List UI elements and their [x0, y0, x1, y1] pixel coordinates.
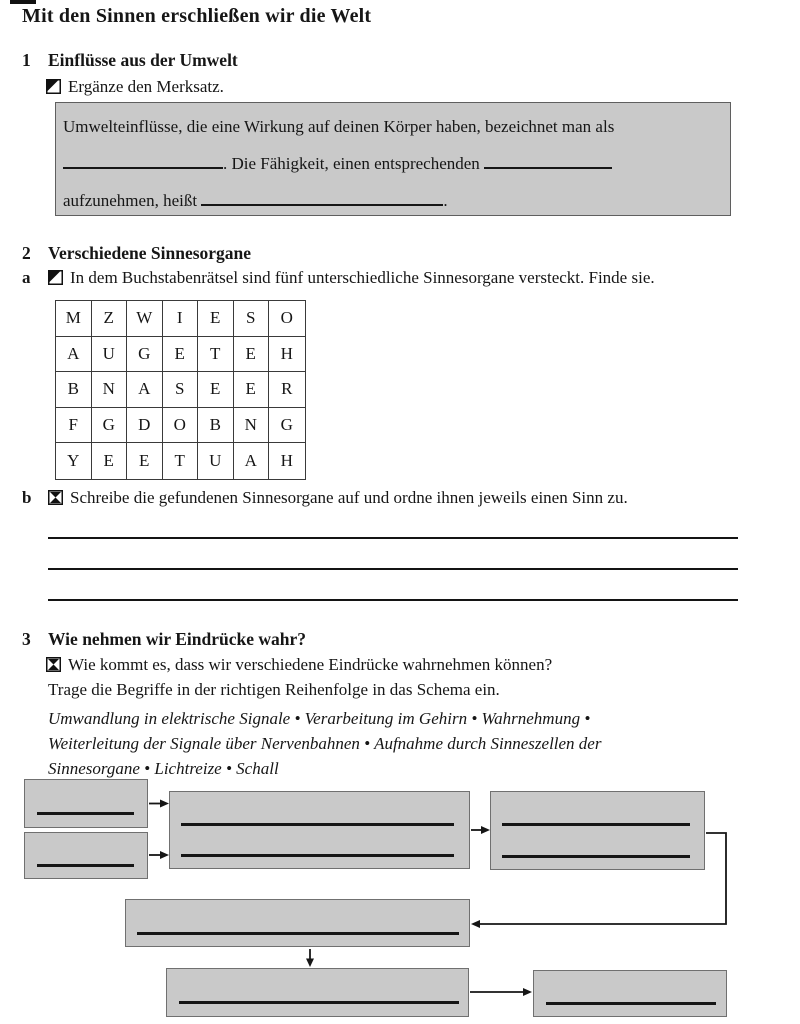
grid-cell: A: [127, 372, 163, 408]
section-1-instruction: Ergänze den Merksatz.: [68, 77, 224, 96]
section-1-instruction-row: [46, 77, 224, 99]
task-2b-instruction: Schreibe die gefundenen Sinnesorgane auf und ordne ihnen jeweils einen Sinn zu.: [70, 488, 628, 507]
grid-cell: S: [163, 372, 199, 408]
flow-box-stimulus-2: [24, 832, 148, 879]
grid-cell: N: [234, 408, 270, 444]
grid-cell: T: [198, 337, 234, 373]
grid-cell: D: [127, 408, 163, 444]
flow-box-stimulus-1: [24, 779, 148, 828]
terms-line: Umwandlung in elektrische Signale • Verarbeitung im Gehirn • Wahrnehmung •: [48, 709, 591, 728]
letter-grid: [55, 300, 306, 480]
section-2-header: [22, 243, 251, 264]
answer-blank: [502, 855, 690, 858]
terms-line: Weiterleitung der Signale über Nervenbahnen • Aufnahme durch Sinneszellen der: [48, 734, 602, 753]
fill-blank-2: [484, 154, 612, 169]
answer-line-2: [48, 568, 738, 570]
merksatz-line-2: . Die Fähigkeit, einen entsprechenden: [63, 145, 723, 182]
section-3-instruction: Trage die Begriffe in der richtigen Reihenfolge in das Schema ein.: [48, 680, 500, 699]
grid-cell: E: [92, 443, 128, 479]
hourglass-square-icon: [46, 657, 61, 676]
answer-blank: [137, 932, 459, 935]
grid-cell: H: [269, 337, 305, 373]
page-title: Mit den Sinnen erschließen wir die Welt: [22, 5, 372, 27]
answer-blank: [546, 1002, 716, 1005]
grid-cell: Z: [92, 301, 128, 337]
grid-cell: Y: [56, 443, 92, 479]
flow-box-4: [490, 791, 705, 870]
section-2-title: Verschiedene Sinnesorgane: [48, 243, 252, 263]
grid-cell: M: [56, 301, 92, 337]
flow-diagram: [0, 770, 800, 1024]
grid-cell: O: [269, 301, 305, 337]
grid-cell: O: [163, 408, 199, 444]
hourglass-square-icon: [48, 490, 63, 509]
answer-blank: [181, 823, 454, 826]
grid-cell: T: [163, 443, 199, 479]
answer-blank: [502, 823, 690, 826]
merksatz-box: [55, 102, 731, 216]
section-2-number: 2: [22, 243, 31, 263]
fill-blank-1: [63, 154, 223, 169]
task-2a-label: a: [22, 268, 31, 287]
grid-cell: U: [198, 443, 234, 479]
pencil-square-icon: [48, 270, 63, 289]
answer-blank: [179, 1001, 459, 1004]
answer-blank: [37, 864, 134, 867]
grid-cell: A: [234, 443, 270, 479]
grid-cell: G: [127, 337, 163, 373]
terms-line: Sinnesorgane • Lichtreize • Schall: [48, 759, 279, 778]
task-2a-instruction: In dem Buchstabenrätsel sind fünf unterschiedliche Sinnesorgane versteckt. Finde sie.: [70, 268, 655, 287]
answer-line-3: [48, 599, 738, 601]
grid-cell: E: [234, 337, 270, 373]
section-1-number: 1: [22, 50, 31, 70]
arrowhead: [523, 988, 532, 996]
grid-cell: E: [198, 372, 234, 408]
pencil-square-icon: [46, 79, 61, 98]
arrowhead: [471, 920, 480, 928]
grid-cell: W: [127, 301, 163, 337]
grid-cell: R: [269, 372, 305, 408]
section-3-question-row: [46, 655, 552, 677]
grid-cell: E: [234, 372, 270, 408]
grid-cell: E: [198, 301, 234, 337]
fill-blank-3: [201, 191, 443, 206]
grid-cell: U: [92, 337, 128, 373]
section-3-number: 3: [22, 629, 31, 649]
section-3-title: Wie nehmen wir Eindrücke wahr?: [48, 629, 306, 649]
arrowhead: [306, 959, 314, 968]
section-3-header: [22, 629, 306, 650]
grid-cell: B: [198, 408, 234, 444]
grid-cell: G: [269, 408, 305, 444]
flow-box-3: [169, 791, 470, 869]
flow-box-5: [125, 899, 470, 947]
grid-cell: E: [163, 337, 199, 373]
task-2b-label: b: [22, 488, 32, 507]
answer-blank: [181, 854, 454, 857]
grid-cell: G: [92, 408, 128, 444]
grid-cell: F: [56, 408, 92, 444]
grid-cell: I: [163, 301, 199, 337]
merksatz-line-1: Umwelteinflüsse, die eine Wirkung auf deinen Körper haben, bezeichnet man als: [63, 117, 615, 136]
grid-cell: H: [280, 451, 293, 471]
task-2b-row: [22, 488, 628, 510]
arrowhead: [160, 851, 169, 859]
grid-cell: N: [92, 372, 128, 408]
flow-box-6: [166, 968, 469, 1017]
grid-cell: B: [56, 372, 92, 408]
section-1-header: [22, 50, 238, 71]
arrowhead: [481, 826, 490, 834]
merksatz-line-3: aufzunehmen, heißt .: [63, 191, 448, 210]
section-1-title: Einflüsse aus der Umwelt: [48, 50, 238, 70]
arrowhead: [160, 800, 169, 808]
task-2a-row: [22, 268, 655, 290]
section-3-question: Wie kommt es, dass wir verschiedene Eindrücke wahrnehmen können?: [68, 655, 553, 674]
answer-blank: [37, 812, 134, 815]
scan-artifact: [10, 0, 36, 4]
flow-box-7: [533, 970, 727, 1017]
grid-cell: S: [234, 301, 270, 337]
grid-cell: E: [127, 443, 163, 479]
grid-cell: A: [56, 337, 92, 373]
answer-line-1: [48, 537, 738, 539]
